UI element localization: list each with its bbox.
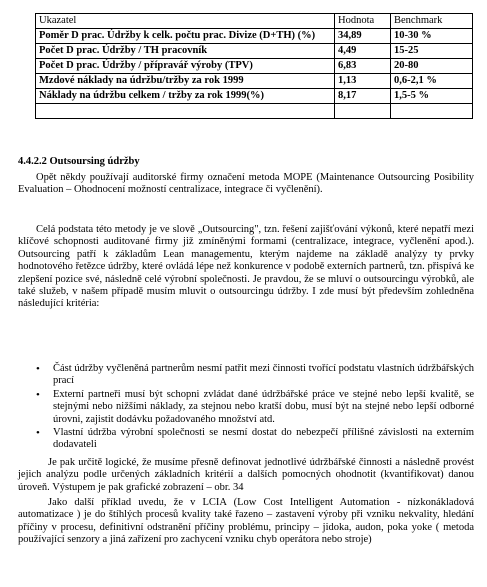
bullet-icon: • (36, 427, 40, 440)
header-value: Hodnota (335, 14, 391, 29)
row-indicator: Počet D prac. Údržby / přípravář výroby (TPV) (36, 59, 335, 74)
bullet-icon: • (36, 363, 40, 375)
list-item (18, 389, 474, 426)
table-header-row (36, 14, 473, 29)
row-value: 4,49 (335, 44, 391, 59)
maintenance-kpi-table (35, 13, 473, 119)
row-value: 1,13 (335, 74, 391, 89)
row-value: 6,83 (335, 59, 391, 74)
list-item (18, 363, 474, 388)
list-item-text: Externí partneři musí být schopni zvládat dané údržbářské práce ve stejné nebo lepší kvalitě, se stejnými nebo nižšími náklady, za stejnou nebo kratší dobu, musí být na stejné nebo lepší odborné úrovni, zajistit dodávku požadovaného množství atd. (53, 388, 474, 425)
paragraph-analysis: Je pak určitě logické, že musíme přesně definovat jednotlivé údržbářské činnosti a následně provést jejich analýzu podle určených základních kritérií a dalších pomocných ohodnotit (kvantifikovat) danou úroveň. Výstupem je pak grafické zobrazení – obr. 34 (18, 457, 474, 493)
row-indicator: Poměr D prac. Údržby k celk. počtu prac. Divize (D+TH) (%) (36, 29, 335, 44)
table-row (36, 89, 473, 104)
list-item-text: Část údržby vyčleněná partnerům nesmí patřit mezi činnosti tvořící podstatu vlastních údržbářských prací (53, 363, 474, 387)
table-row (36, 59, 473, 74)
row-indicator: Náklady na údržbu celkem / tržby za rok 1999(%) (36, 89, 335, 104)
list-item (18, 427, 474, 452)
table-row (36, 44, 473, 59)
table-row (36, 29, 473, 44)
table-row (36, 74, 473, 89)
row-value: 8,17 (335, 89, 391, 104)
header-indicator: Ukazatel (36, 14, 335, 29)
row-benchmark: 20-80 (391, 59, 473, 74)
table-empty-row (36, 104, 473, 119)
header-benchmark: Benchmark (391, 14, 473, 29)
row-benchmark: 15-25 (391, 44, 473, 59)
row-indicator: Mzdové náklady na údržbu/tržby za rok 1999 (36, 74, 335, 89)
row-benchmark: 1,5-5 % (391, 89, 473, 104)
paragraph-outsourcing: Celá podstata této metody je ve slově „Outsourcing", tzn. řešení zajišťování výkonů, které nepatří mezi klíčové schopnosti auditované firmy již zmíněnými formami (centralizace, integrace, vyčlenění apod.). Outsourcing patří k základům Lean managementu, kterým najdeme na základě analýzy ty prvky hodnotového řetězce údržby, které ovládá lépe než konkurence v podobě externích partnerů, tzn. přispívá ke zlepšení pozice své, následně celé výrobní společnosti. Je pravdou, že se mluví o outsourcingu výrobků, ale také služeb, v našem případě musím mluvit o outsourcingu údržby. I zde musí být především zohledněna následující kritéria: (18, 224, 474, 310)
row-indicator: Počet D prac. Údržby / TH pracovník (36, 44, 335, 59)
row-benchmark: 0,6-2,1 % (391, 74, 473, 89)
list-item-text: Vlastní údržba výrobní společnosti se nesmí dostat do nebezpečí přílišné závislosti na externím dodavateli (53, 427, 474, 451)
paragraph-mope: Opět někdy používají auditorské firmy označení metoda MOPE (Maintenance Outsourcing Posibility Evaluation – Ohodnocení možností centralizace, integrace či vyčlenění). (18, 172, 474, 196)
section-heading: 4.4.2.2 Outsoursing údržby (18, 156, 140, 167)
row-value: 34,89 (335, 29, 391, 44)
row-benchmark: 10-30 % (391, 29, 473, 44)
paragraph-lcia: Jako další příklad uvedu, že v LCIA (Low Cost Intelligent Automation - nízkonákladová automatizace ) je do štíhlých procesů kvality také řazeno – zastavení výroby při vzniku nekvality, hledání příčiny v procesu, definitivní odstranění příčiny problému, principy – jidoka, audon, poka yoke ( metoda používající senzory a jiná zařízení pro zachycení vzniku chyb operátora nebo stroje) (18, 497, 474, 546)
bullet-icon: • (36, 388, 40, 401)
criteria-list (18, 363, 474, 453)
